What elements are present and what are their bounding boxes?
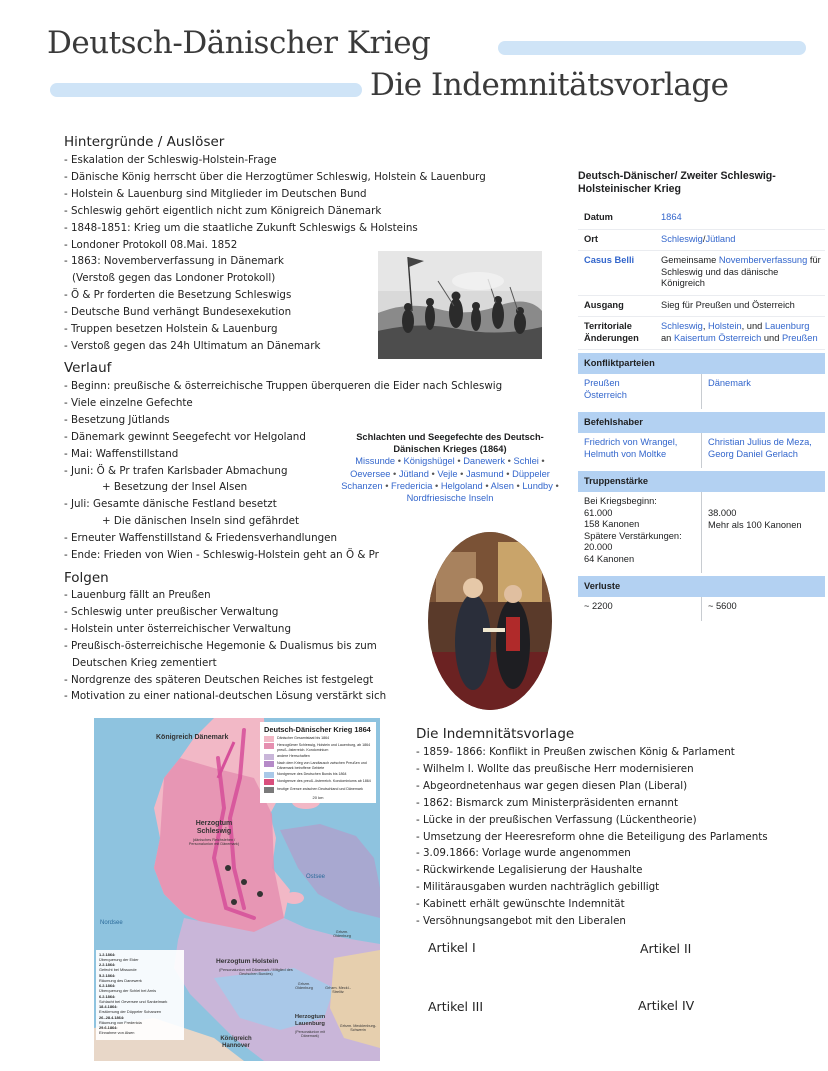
list-item: Deutschen Krieg zementiert [72, 656, 217, 669]
label-fuerstentum: Grhzm. Oldenburg [295, 982, 313, 991]
list-item: - Schleswig unter preußischer Verwaltung [64, 605, 279, 618]
label-schleswig-sub: (dänisches Reichslehen / Personalunion mit Dänemark) [188, 838, 240, 847]
map-scale: 20 km [312, 794, 324, 800]
infobox-row-casus: Casus Belli Gemeinsame Novemberverfassung für Schleswig und das dänische Königreich [578, 251, 825, 296]
label-schwerin: Grhzm. Mecklenburg-Schwerin [339, 1024, 377, 1033]
infobox-label: Territoriale Änderungen [584, 321, 639, 343]
list-folgen [64, 587, 386, 705]
infobox [578, 170, 825, 621]
map-legend: Deutsch-Dänischer Krieg 1864 Dänischer Gesamtstaat bis 1864 Herzogtümer Schleswig, Holstein und Lauenburg, ab 1864 preuß.-österreich. Kondominium andere Herrschaften Nach dem Krieg von Landtausch zwischen Preußen und Dänemark betroffene Gebiete Nordgrenze des Deutschen Bunds bis 1864 Nordgrenze des preuß.-österreich. Kondominiums ab 1864 heutige Grenze zwischen Deutschland und Dänemark 20 km [260, 722, 376, 803]
list-item: - Rückwirkende Legalisierung der Haushalte [416, 864, 643, 877]
list-item: - Lauenburg fällt an Preußen [64, 589, 211, 601]
heading-verlauf: Verlauf [64, 360, 112, 376]
band-befehlshaber: Befehlshaber [578, 412, 825, 433]
battle-link[interactable]: Alsen [490, 480, 514, 491]
list-item: - Versöhnungsangebot mit den Liberalen [416, 915, 626, 928]
list-item: - Erneuter Waffenstillstand & Friedensverhandlungen [64, 532, 337, 545]
portrait-painting [428, 532, 552, 710]
artikel-4: Artikel IV [638, 998, 695, 1013]
title-highlight-top [498, 41, 806, 55]
list-indemnitaet [416, 744, 768, 930]
battle-link[interactable]: Lundby [522, 480, 553, 491]
terr-link[interactable]: Schleswig [661, 321, 703, 331]
list-item: - 3.09.1866: Vorlage wurde angenommen [416, 847, 631, 860]
terr-link[interactable]: Lauenburg [764, 321, 810, 331]
befehlshaber-row [578, 433, 825, 468]
ort-link-juetland[interactable]: Jütland [705, 233, 736, 244]
list-item: - Wilhelm I. Wollte das preußische Herr modernisieren [416, 762, 694, 775]
infobox-label: Ort [584, 233, 598, 244]
list-item: - Juli: Gesamte dänische Festland besetzt [64, 498, 277, 511]
map-events: 1.2.1864: Überquerung der Eider 2.2.1864: Gefecht bei Missunde 5.2.1864: Räumung des Danewerk 6.2.1864: Überquerung der Schlei bei Arnis 6.2.1864: Schlacht bei Oeversee und Sankelmark 18.4.1864: Erstürmung der Düppeler Schanzen 26.-28.4.1864: Räumung von Fredericia 29.6.1864: Einnahme von Alsen [96, 950, 184, 1040]
heading-folgen: Folgen [64, 570, 109, 586]
infobox-title: Deutsch-Dänischer/ Zweiter Schleswig-Holsteinischer Krieg [578, 170, 776, 195]
battle-link[interactable]: Missunde [355, 456, 396, 467]
band-konfliktparteien: Konfliktparteien [578, 353, 825, 374]
label-strelitz: Grhzm. Meckl.-Strelitz [325, 986, 351, 995]
list-item: - Motivation zu einer national-deutschen Lösung verstärkt sich [64, 690, 387, 703]
party-link[interactable]: Österreich [584, 389, 627, 400]
label-schleswig: Herzogtum Schleswig [195, 820, 233, 835]
battle-link[interactable]: Nordfriesische Inseln [406, 493, 494, 504]
truppenstaerke-row: Bei Kriegsbeginn: 61.000 158 Kanonen Spätere Verstärkungen: 20.000 64 Kanonen 38.000 Mehr als 100 Kanonen [578, 492, 825, 573]
list-item: - Militärausgaben wurden nachträglich gebilligt [416, 881, 660, 894]
casus-belli-link[interactable]: Casus Belli [584, 255, 635, 265]
list-item: - 1862: Bismarck zum Ministerpräsidenten ernannt [416, 796, 678, 809]
list-item: - Verstoß gegen das 24h Ultimatum an Dänemark [64, 339, 321, 352]
list-item: - Mai: Waffenstillstand [64, 447, 179, 460]
artikel-3: Artikel III [428, 999, 484, 1014]
datum-link[interactable]: 1864 [661, 212, 682, 222]
battle-link[interactable]: Düppeler Schanzen [341, 468, 550, 491]
list-item: - Holstein unter österreichischer Verwaltung [64, 622, 291, 635]
battle-link[interactable]: Vejle [437, 468, 458, 479]
band-verluste: Verluste [578, 576, 825, 597]
battle-link[interactable]: Oeversee [350, 468, 391, 479]
list-item: - Viele einzelne Gefechte [64, 396, 193, 409]
artikel-1: Artikel I [428, 940, 476, 955]
list-item: - Eskalation der Schleswig-Holstein-Frage [64, 154, 277, 166]
label-ostsee: Ostsee [306, 874, 326, 880]
list-item: - Dänische König herrscht über die Herzogtümer Schleswig, Holstein & Lauenburg [64, 170, 486, 183]
list-item: - Ö & Pr forderten die Besetzung Schleswigs [64, 289, 292, 302]
title-highlight-bottom [50, 83, 362, 97]
battle-link[interactable]: Königshügel [403, 456, 455, 467]
list-item: - Dänemark gewinnt Seegefecht vor Helgoland [64, 430, 306, 443]
label-lauenburg-sub: (Personalunion mit Dänemark) [295, 1030, 325, 1039]
list-item: - Lücke in der preußischen Verfassung (Lückentheorie) [416, 813, 697, 826]
party-link[interactable]: Dänemark [708, 378, 751, 388]
novemberverfassung-link[interactable]: Novemberverfassung [718, 255, 808, 265]
battle-link[interactable]: Fredericia [391, 480, 433, 491]
infobox-row-ort: Ort Schleswig/Jütland [578, 230, 825, 252]
artikel-2: Artikel II [640, 941, 692, 956]
label-holstein: Herzogtum Holstein [216, 958, 279, 965]
infobox-label: Ausgang [584, 299, 624, 310]
battle-link[interactable]: Jasmund [465, 468, 504, 479]
label-nordsee: Nordsee [100, 920, 123, 926]
list-item: - Beginn: preußische & österreichische Truppen überqueren die Eider nach Schleswig [64, 380, 503, 392]
konfliktparteien-row [578, 374, 825, 409]
infobox-row-datum [578, 208, 825, 230]
list-item: + Besetzung der Insel Alsen [102, 481, 248, 494]
label-hannover: Königreich Hannover [220, 1036, 252, 1049]
list-item: - Besetzung Jütlands [64, 413, 170, 426]
commander-links[interactable]: Christian Julius de Meza, Georg Daniel Gerlach [708, 437, 812, 459]
list-item: - Deutsche Bund verhängt Bundesexekution [64, 306, 292, 319]
infobox-row-territorial: Territoriale Änderungen Schleswig, Holstein, und Lauenburg an Kaisertum Österreich und Preußen [578, 317, 825, 350]
list-item: - 1863: Novemberverfassung in Dänemark [64, 255, 284, 268]
battle-link[interactable]: Schlei [513, 456, 539, 467]
list-item: - Truppen besetzen Holstein & Lauenburg [64, 323, 278, 336]
list-item: - Nordgrenze des späteren Deutschen Reiches ist festgelegt [64, 673, 374, 686]
battle-link[interactable]: Danewerk [463, 456, 506, 467]
battles-navbox [338, 431, 562, 504]
legend-title: Deutsch-Dänischer Krieg 1864 [264, 725, 371, 734]
list-item: - Juni: Ö & Pr trafen Karlsbader Abmachung [64, 464, 288, 477]
heading-indemnitaet: Die Indemnitätsvorlage [416, 726, 575, 742]
list-item: - Kabinett erhält gewünschte Indemnität [416, 898, 625, 911]
list-item: - 1859- 1866: Konflikt in Preußen zwischen König & Parlament [416, 746, 735, 758]
label-holstein-sub: (Personalunion mit Dänemark / Mitglied des Deutschen Bundes) [219, 968, 293, 977]
terr-link[interactable]: Kaisertum Österreich [673, 332, 762, 343]
list-item: - Abgeordnetenhaus war gegen diesen Plan (Liberal) [416, 779, 688, 792]
list-item: - 1848-1851: Krieg um die staatliche Zukunft Schleswigs & Holsteins [64, 221, 418, 234]
navbox-links: Missunde • Königshügel • Danewerk • Schlei • Oeversee • Jütland • Vejle • Jasmund • Düppeler Schanzen • Fredericia • Helgoland • Alsen • Lundby • Nordfriesische Inseln [341, 456, 559, 504]
label-lauenburg: Herzogtum Lauenburg [294, 1014, 326, 1027]
list-item: - Preußisch-österreichische Hegemonie & Dualismus bis zum [64, 639, 377, 652]
terr-link[interactable]: Holstein [708, 321, 742, 331]
battle-painting [378, 251, 542, 359]
ausgang-value: Sieg für Preußen und Österreich [661, 299, 795, 310]
verluste-row: ~ 2200 ~ 5600 [578, 597, 825, 621]
page-title: Deutsch-Dänischer Krieg [47, 25, 431, 61]
battle-link[interactable]: Helgoland [440, 480, 483, 491]
terr-link[interactable]: Preußen [781, 332, 818, 343]
historical-map [94, 718, 380, 1061]
list-item: + Die dänischen Inseln sind gefährdet [102, 515, 299, 528]
party-link[interactable]: Preußen [584, 378, 620, 388]
heading-hintergruende: Hintergründe / Auslöser [64, 134, 225, 150]
list-item: - Londoner Protokoll 08.Mai. 1852 [64, 238, 238, 251]
navbox-title: Schlachten und Seegefechte des Deutsch-Dänischen Krieges (1864) [356, 432, 544, 455]
ort-link-schleswig[interactable]: Schleswig [661, 233, 703, 244]
band-truppenstaerke: Truppenstärke [578, 471, 825, 492]
label-oldenburg: Grhzm. Oldenburg [333, 930, 351, 939]
list-item: - Ende: Frieden von Wien - Schleswig-Holstein geht an Ö & Pr [64, 549, 379, 562]
infobox-row-ausgang [578, 296, 825, 318]
list-item: (Verstoß gegen das Londoner Protokoll) [72, 272, 276, 285]
page-subtitle: Die Indemnitätsvorlage [370, 67, 729, 103]
commander-links[interactable]: Friedrich von Wrangel, Helmuth von Moltke [578, 433, 702, 468]
list-item: - Holstein & Lauenburg sind Mitglieder im Deutschen Bund [64, 187, 367, 200]
list-item: - Schleswig gehört eigentlich nicht zum Königreich Dänemark [64, 204, 382, 217]
infobox-label: Datum [584, 212, 613, 222]
label-kingdom: Königreich Dänemark [156, 734, 229, 741]
list-item: - Umsetzung der Heeresreform ohne die Beteiligung des Parlaments [416, 830, 768, 843]
battle-link[interactable]: Jütland [398, 468, 429, 479]
